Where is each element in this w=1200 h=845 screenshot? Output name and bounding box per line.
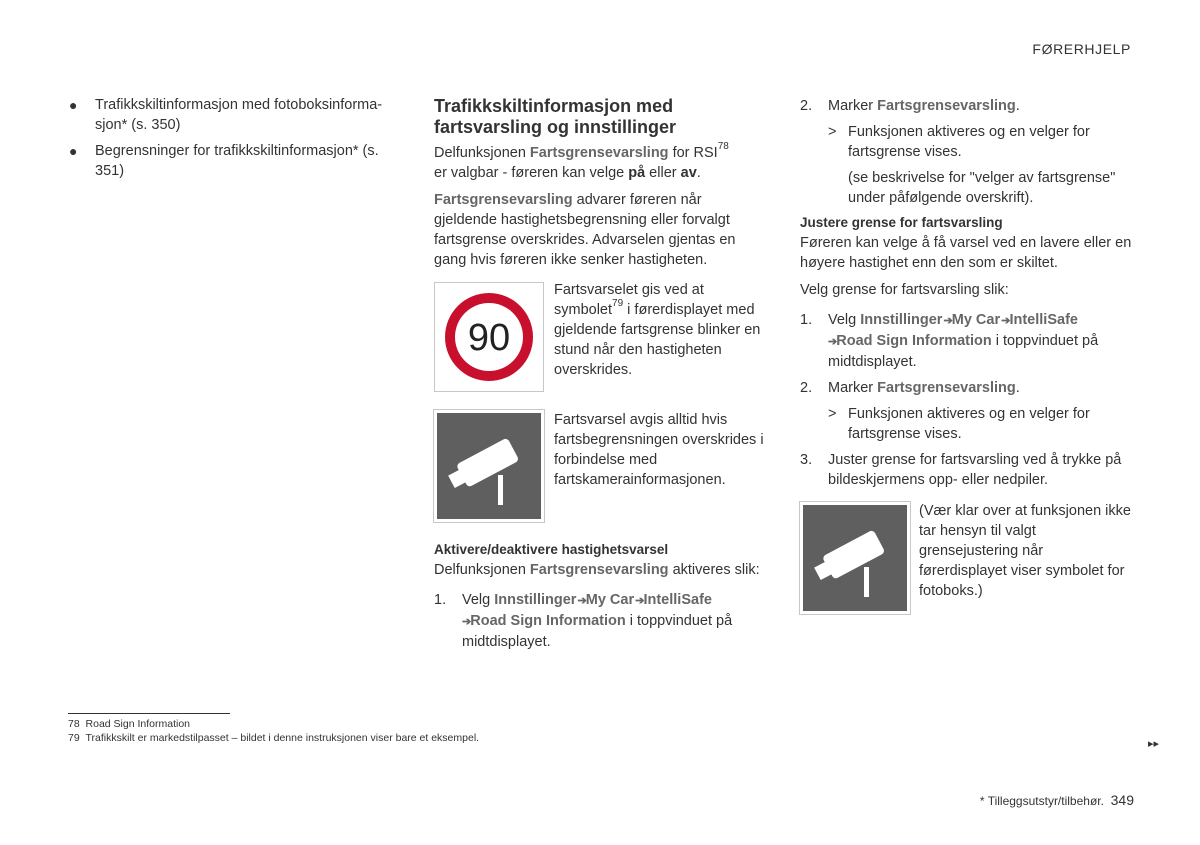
result-marker: > <box>828 124 837 140</box>
right-column <box>800 96 1135 496</box>
bullet-icon: ● <box>69 97 78 113</box>
footnote-ref: 78 <box>717 141 729 153</box>
option-on: på <box>628 165 646 181</box>
intro-suffix: for RSI <box>668 145 718 161</box>
speed-limit-value: 90 <box>467 317 511 359</box>
footer-note: * Tilleggsutstyr/tilbehør. <box>979 794 1104 808</box>
caption-text: Fartsvarselet gis ved at symbolet <box>554 282 704 318</box>
figure2-caption: Fartsvarsel avgis alltid hvis fartsbegrensningen overskrides i forbindelse med fartskamerainformasjonen. <box>554 412 764 488</box>
intro-end: . <box>696 165 701 181</box>
menu-path-settings[interactable]: Innstillinger <box>494 592 577 608</box>
activation-section <box>434 540 764 658</box>
menu-path-my-car[interactable]: My Car <box>951 312 1001 328</box>
arrow-right-icon: ➔ <box>576 595 586 607</box>
result-marker: > <box>828 406 837 422</box>
arrow-right-icon: ➔ <box>828 336 837 348</box>
menu-path-my-car[interactable]: My Car <box>585 592 635 608</box>
arrow-right-icon: ➔ <box>634 595 644 607</box>
bullet-icon: ● <box>69 143 78 159</box>
menu-path-intellisafe[interactable]: IntelliSafe <box>643 592 712 608</box>
arrow-right-icon: ➔ <box>462 616 471 628</box>
step-text: Velg <box>462 592 495 608</box>
subheading: Aktivere/deaktivere hastighetsvarsel <box>434 542 669 557</box>
speed-camera-icon <box>434 410 544 522</box>
step-text: Marker <box>828 98 878 114</box>
intro-highlight: Fartsgrensevarsling <box>529 145 669 161</box>
step-text: Velg <box>828 312 861 328</box>
intro-highlight: Fartsgrensevarsling <box>529 562 669 578</box>
step-text: Marker <box>828 380 878 396</box>
description-highlight: Fartsgrensevarsling <box>434 192 573 208</box>
arrow-right-icon: ➔ <box>1000 315 1010 327</box>
footnote-number: 79 <box>68 732 80 744</box>
step-1 <box>800 310 1135 372</box>
paragraph: Føreren kan velge å få varsel ved en lavere eller en høyere hastighet enn den som er skiltet. <box>800 235 1132 271</box>
intro-suffix: aktiveres slik: <box>668 562 760 578</box>
result-text: Funksjonen aktiveres og en velger for fartsgrense vises. <box>848 406 1090 442</box>
menu-path-intellisafe[interactable]: IntelliSafe <box>1009 312 1078 328</box>
step-end: . <box>1015 380 1020 396</box>
figure3-caption: (Vær klar over at funksjonen ikke tar hensyn til valgt grensejustering når førerdisplayet viser symbolet for fotoboks.) <box>919 503 1131 599</box>
footnote-ref: 79 <box>612 298 624 310</box>
step-tail: i toppvinduet på midtdisplayet. <box>828 333 1099 370</box>
description-paragraph <box>434 190 764 270</box>
intro-paragraph <box>434 143 764 183</box>
menu-path-settings[interactable]: Innstillinger <box>860 312 943 328</box>
step-result <box>800 122 1135 162</box>
step-note: (se beskrivelse for "velger av fartsgrense" under påfølgende overskrift). <box>848 170 1116 206</box>
menu-path-road-sign-information[interactable]: Road Sign Information <box>470 613 626 629</box>
intro-text: Delfunksjonen <box>434 145 530 161</box>
step-text: Juster grense for fartsvarsling ved å trykke på bildeskjermens opp- eller nedpiler. <box>828 452 1122 488</box>
footnote-number: 78 <box>68 718 80 730</box>
section-header: FØRERHJELP <box>1032 41 1131 57</box>
footnote-divider <box>68 713 230 714</box>
step-2 <box>800 96 1135 116</box>
menu-item-speed-warning[interactable]: Fartsgrensevarsling <box>877 98 1016 114</box>
intro-line2: er valgbar - føreren kan velge <box>434 165 629 181</box>
step-3 <box>800 450 1135 490</box>
continue-arrow-icon: ▸▸ <box>1148 738 1160 750</box>
footnote <box>68 717 190 731</box>
intro-or: eller <box>645 165 681 181</box>
middle-column <box>434 96 764 277</box>
footnote-text: Road Sign Information <box>85 718 191 730</box>
paragraph: Velg grense for fartsvarsling slik: <box>800 282 1009 298</box>
step-number: 3. <box>800 452 813 468</box>
figure1-caption <box>554 280 769 380</box>
footnote-text: Trafikkskilt er markedstilpasset – bildet i denne instruksjonen viser bare et eksempel. <box>85 732 480 744</box>
step-result <box>800 404 1135 444</box>
description-text: advarer føreren når gjeldende hastighetsbegrensning eller forvalgt fartsgrense overskrides. Advarselen gjentas en gang hvis føreren ikke senker hastigheten. <box>434 192 736 268</box>
step-number: 2. <box>800 98 813 114</box>
step-number: 2. <box>800 380 813 396</box>
page-number: 349 <box>1110 792 1134 808</box>
step-number: 1. <box>800 312 813 328</box>
section-heading: Trafikkskiltinformasjon med fartsvarsling og innstillinger <box>434 96 677 137</box>
intro-text: Delfunksjonen <box>434 562 530 578</box>
step-number: 1. <box>434 592 447 608</box>
bullet-text[interactable]: Begrensninger for trafikkskiltinformasjon* (s. 351) <box>95 143 379 179</box>
bullet-text[interactable]: Trafikkskiltinformasjon med fotoboksinforma-sjon* (s. 350) <box>95 97 383 133</box>
step-tail: i toppvinduet på midtdisplayet. <box>462 613 733 650</box>
menu-item-speed-warning[interactable]: Fartsgrensevarsling <box>877 380 1016 396</box>
menu-path-road-sign-information[interactable]: Road Sign Information <box>836 333 992 349</box>
subheading: Justere grense for fartsvarsling <box>800 215 1003 230</box>
caption-text: i førerdisplayet med gjeldende fartsgrense blinker en stund når den hastigheten overskrides. <box>554 302 761 378</box>
left-column <box>69 95 399 187</box>
list-item <box>69 95 399 135</box>
footnote <box>68 731 479 745</box>
result-text: Funksjonen aktiveres og en velger for fartsgrense vises. <box>848 124 1090 160</box>
speed-limit-sign-icon <box>443 291 535 383</box>
speed-camera-icon <box>800 502 910 614</box>
step-2 <box>800 378 1135 398</box>
speed-limit-sign-figure <box>434 282 544 392</box>
activation-intro <box>434 560 764 580</box>
option-off: av <box>680 165 697 181</box>
step-1 <box>434 590 764 652</box>
page-footer <box>980 790 1134 811</box>
arrow-right-icon: ➔ <box>942 315 952 327</box>
step-end: . <box>1015 98 1020 114</box>
list-item <box>69 141 399 181</box>
